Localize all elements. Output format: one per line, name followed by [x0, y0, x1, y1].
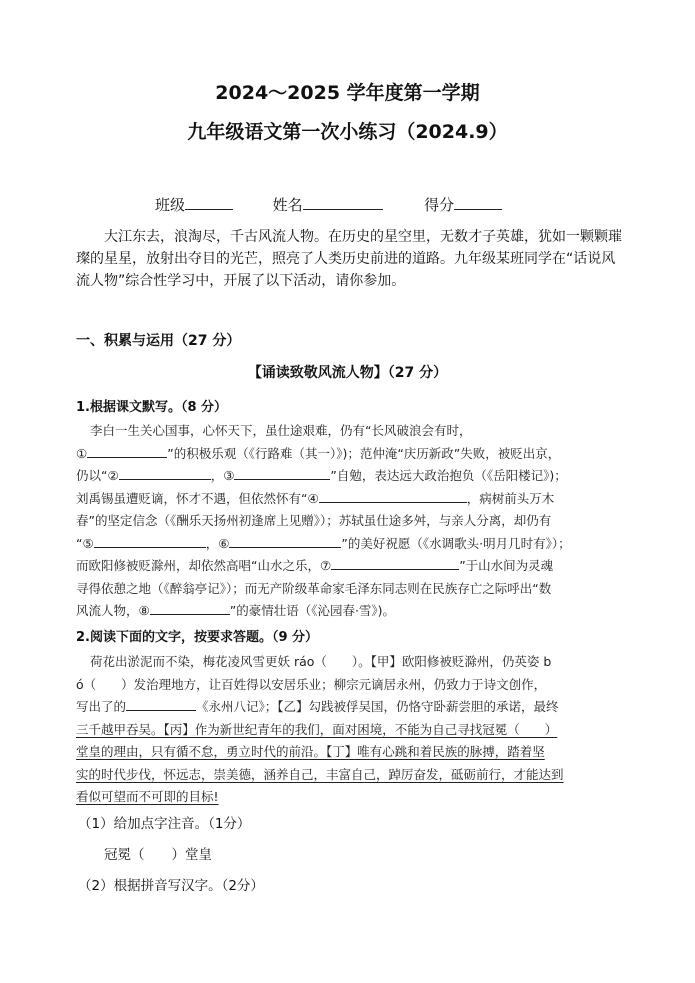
class-label: 班级 — [155, 196, 186, 214]
subquestion-1-item[interactable]: 冠冕（ ）堂皇 — [104, 847, 212, 863]
blank-7[interactable] — [331, 555, 459, 570]
exam-title-main: 九年级语文第一次小练习（2024.9） — [187, 121, 508, 143]
section-subheading: 【诵读致敬风流人物】（27 分） — [247, 365, 448, 381]
student-info-row — [155, 194, 502, 215]
intro-paragraph: 大江东去，浪淘尽，千古风流人物。在历史的星空里，无数才子英雄，犹如一颗颗璀璨的星星，放射出夺目的光芒，照亮了人类历史前进的道路。九年级某班同学在“话说风流人物”综合性学习中，开展了以下活动，请你参加。 — [76, 229, 622, 289]
subquestion-1: （1）给加点字注音。（1分） — [78, 816, 251, 832]
q2-line: 写出了的 《永州八记》；【乙】勾践被俘吴国，仍恪守卧薪尝胆的承诺，最终 — [76, 696, 624, 719]
question-1-title: 1.根据课文默写。（8 分） — [76, 400, 228, 415]
blank-1[interactable] — [87, 443, 167, 458]
score-label: 得分 — [424, 196, 455, 214]
question-2-title: 2.阅读下面的文字，按要求答题。（9 分） — [76, 630, 319, 645]
q1-line: 仍以“② ，③ ”自勉，表达远大政治抱负（《岳阳楼记》)； — [76, 465, 624, 488]
q1-line: 寻得依憩之地（《醉翁亭记》）；而无产阶级革命家毛泽东同志则在民族存亡之际呼出“数 — [76, 580, 552, 596]
subquestion-2: （2）根据拼音写汉字。（2分） — [78, 878, 264, 894]
blank-5[interactable] — [94, 533, 206, 548]
q2-line: 三千越甲吞吴。【丙】作为新世纪青年的我们，面对困境，不能为自己寻找冠冕（ ） — [76, 721, 558, 737]
q2-line: 看似可望而不可即的目标! — [76, 789, 219, 804]
q2-line: 实的时代步伐，怀远志，崇美德，涵养自己，丰富自己，踔厉奋发，砥砺前行，才能达到 — [76, 766, 564, 782]
class-blank[interactable] — [185, 195, 233, 210]
q1-line: ① ”的积极乐观（《行路难（其一）》)；范仲淹“庆历新政”失败，被贬出京， — [76, 443, 624, 466]
section-heading: 一、积累与运用（27 分） — [76, 333, 241, 349]
q1-line: 李白一生关心国事，心怀天下，虽仕途艰难，仍有“长风破浪会有时， — [90, 423, 472, 438]
blank-3[interactable] — [234, 465, 330, 480]
q1-line: 而欧阳修被贬滁州，却依然高唱“山水之乐，⑦ ”于山水间为灵魂 — [76, 555, 624, 578]
q1-line: 春”的坚定信念（《酬乐天扬州初逢席上见赠》）；苏轼虽仕途多舛，与亲人分离，却仍有 — [76, 513, 552, 528]
blank-4[interactable] — [319, 488, 467, 503]
exam-title-term: 2024～2025 学年度第一学期 — [215, 82, 480, 104]
blank-8[interactable] — [150, 600, 230, 615]
q1-line: 刘禹锡虽遭贬谪，怀才不遇，但依然怀有“④ ，病树前头万木 — [76, 488, 624, 511]
question-2-passage — [76, 651, 624, 809]
q1-line: “⑤ ，⑥ ”的美好祝愿（《水调歌头·明月几时有》）； — [76, 533, 624, 556]
name-blank[interactable] — [303, 195, 383, 210]
q2-line: 堂皇的理由，只有循不怠，勇立时代的前沿。【丁】唯有心跳和着民族的脉搏，踏着坚 — [76, 744, 545, 759]
score-blank[interactable] — [454, 195, 502, 210]
q1-line: 风流人物，⑧ ”的豪情壮语（《沁园春·雪》)。 — [76, 600, 624, 623]
blank-2[interactable] — [119, 465, 211, 480]
name-label: 姓名 — [272, 196, 303, 214]
blank-6[interactable] — [229, 533, 341, 548]
q2-line: ó（ ）发治理地方，让百姓得以安居乐业；柳宗元谪居永州，仍致力于诗文创作， — [76, 676, 547, 692]
q2-line: 荷花出淤泥而不染，梅花凌风雪更妖 ráo（ ）。【甲】欧阳修被贬滁州，仍英姿 b — [90, 654, 552, 669]
blank-pinyin[interactable] — [126, 696, 196, 711]
question-1-body — [76, 420, 624, 623]
